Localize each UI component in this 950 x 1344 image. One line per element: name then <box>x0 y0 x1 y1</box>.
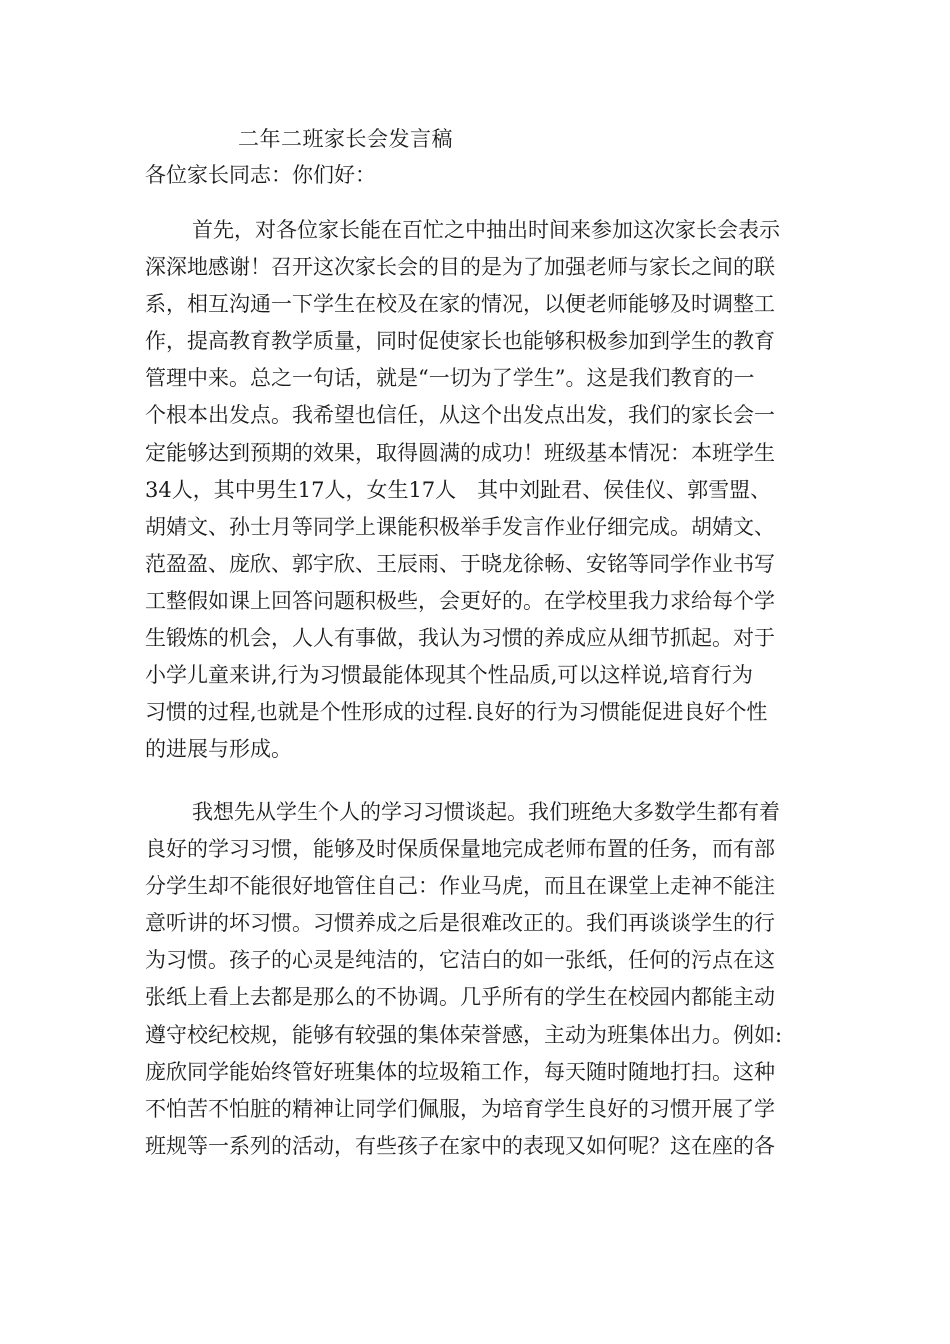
paragraph-line: 作，提高教育教学质量，同时促使家长也能够积极参加到学生的教育 <box>145 329 775 354</box>
paragraph-line: 管理中来。总之一句话，就是“一切为了学生”。这是我们教育的一 <box>145 366 755 391</box>
document-title: 二年二班家长会发言稿 <box>238 127 453 151</box>
paragraph-line: 工整假如课上回答问题积极些，会更好的。在学校里我力求给每个学 <box>145 588 775 613</box>
greeting: 各位家长同志：你们好： <box>145 163 376 187</box>
paragraph-line: 习惯的过程,也就是个性形成的过程.良好的行为习惯能促进良好个性 <box>145 700 768 725</box>
paragraph-line: 生锻炼的机会，人人有事做，我认为习惯的养成应从细节抓起。对于 <box>145 626 775 651</box>
paragraph-line: 遵守校纪校规，能够有较强的集体荣誉感，主动为班集体出力。例如: <box>145 1022 783 1047</box>
paragraph-opening <box>145 212 825 768</box>
paragraph-line: 胡婧文、孙士月等同学上课能积极举手发言作业仔细完成。胡婧文、 <box>145 514 775 539</box>
paragraph-line: 个根本出发点。我希望也信任，从这个出发点出发，我们的家长会一 <box>145 403 775 428</box>
paragraph-line: 深深地感谢！召开这次家长会的目的是为了加强老师与家长之间的联 <box>145 255 775 280</box>
paragraph-line: 不怕苦不怕脏的精神让同学们佩服，为培育学生良好的习惯开展了学 <box>145 1096 775 1121</box>
paragraph-line: 定能够达到预期的效果，取得圆满的成功！班级基本情况：本班学生 <box>145 440 775 465</box>
paragraph-line: 意听讲的坏习惯。习惯养成之后是很难改正的。我们再谈谈学生的行 <box>145 911 775 936</box>
paragraph-line: 庞欣同学能始终管好班集体的垃圾箱工作，每天随时随地打扫。这种 <box>145 1059 775 1084</box>
paragraph-line: 34人，其中男生17人，女生17人 其中刘趾君、侯佳仪、郭雪盟、 <box>145 477 772 502</box>
paragraph-line: 范盈盈、庞欣、郭宇欣、王辰雨、于晓龙徐畅、安铭等同学作业书写 <box>145 551 775 576</box>
paragraph-line: 张纸上看上去都是那么的不协调。几乎所有的学生在校园内都能主动 <box>145 985 775 1010</box>
paragraph-line: 首先，对各位家长能在百忙之中抽出时间来参加这次家长会表示 <box>192 218 780 242</box>
paragraph-line: 我想先从学生个人的学习习惯谈起。我们班绝大多数学生都有着 <box>192 800 780 824</box>
paragraph-line: 为习惯。孩子的心灵是纯洁的，它洁白的如一张纸，任何的污点在这 <box>145 948 775 973</box>
paragraph-line: 分学生却不能很好地管住自己：作业马虎，而且在课堂上走神不能注 <box>145 874 775 899</box>
paragraph-line: 的进展与形成。 <box>145 737 292 762</box>
paragraph-line: 班规等一系列的活动，有些孩子在家中的表现又如何呢？这在座的各 <box>145 1133 775 1158</box>
paragraph-habits <box>145 794 825 1165</box>
paragraph-line: 小学儿童来讲,行为习惯最能体现其个性品质,可以这样说,培育行为 <box>145 663 754 688</box>
paragraph-line: 良好的学习习惯，能够及时保质保量地完成老师布置的任务，而有部 <box>145 837 775 862</box>
paragraph-line: 系，相互沟通一下学生在校及在家的情况，以便老师能够及时调整工 <box>145 292 775 317</box>
